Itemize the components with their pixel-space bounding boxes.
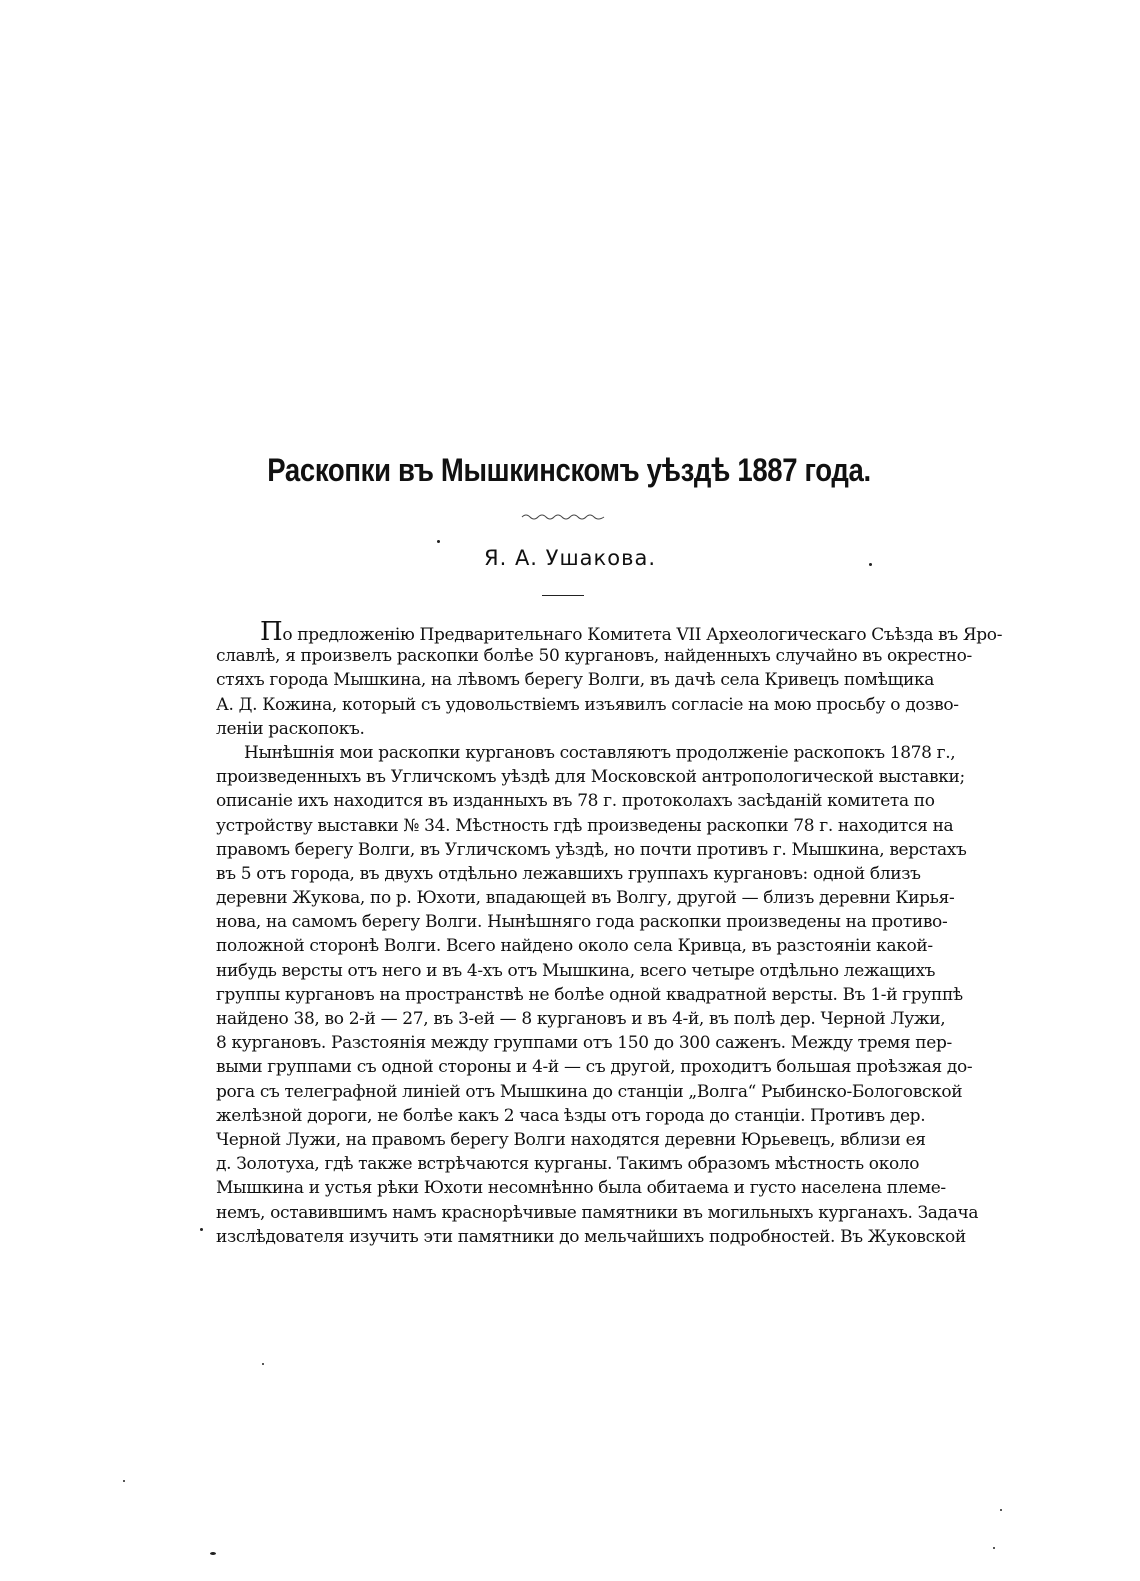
paragraph-2-line-8: нова, на самомъ берегу Волги. Нынѣшняго года раскопки произведены на противо- bbox=[216, 912, 948, 933]
paragraph-2-line-4: устройству выставки № 34. Мѣстность гдѣ произведены раскопки 78 г. находится на bbox=[216, 815, 954, 836]
paragraph-2-line-18: д. Золотуха, гдѣ также встрѣчаются курганы. Такимъ образомъ мѣстность около bbox=[216, 1154, 920, 1175]
paragraph-2-line-9: положной сторонѣ Волги. Всего найдено около села Кривца, въ разстояніи какой- bbox=[216, 936, 933, 957]
drop-cap-letter: П bbox=[260, 617, 283, 647]
separator-rule bbox=[542, 595, 584, 596]
scan-speck bbox=[993, 1547, 995, 1549]
title-ornament bbox=[520, 512, 606, 522]
paragraph-2-line-5: правомъ берегу Волги, въ Угличскомъ уѣздѣ, но почти противъ г. Мышкина, верстахъ bbox=[216, 839, 967, 860]
paragraph-2-line-16: желѣзной дороги, не болѣе какъ 2 часа ѣзды отъ города до станціи. Противъ дер. bbox=[216, 1105, 926, 1126]
scan-speck bbox=[123, 1480, 125, 1482]
paragraph-1-line-4: А. Д. Кожина, который съ удовольствіемъ изъявилъ согласіе на мою просьбу о дозво- bbox=[216, 694, 959, 715]
scan-speck bbox=[262, 1363, 264, 1365]
scan-speck bbox=[210, 1552, 216, 1555]
scan-speck bbox=[1000, 1509, 1002, 1511]
paragraph-2-line-12: найдено 38, во 2-й — 27, въ 3-ей — 8 кургановъ и въ 4-й, въ полѣ дер. Черной Лужи, bbox=[216, 1009, 946, 1029]
scan-speck bbox=[869, 563, 872, 566]
paragraph-2-line-17: Черной Лужи, на правомъ берегу Волги находятся деревни Юрьевецъ, вблизи ея bbox=[216, 1129, 926, 1150]
paragraph-2-line-21: изслѣдователя изучить эти памятники до мельчайшихъ подробностей. Въ Жуковской bbox=[216, 1226, 966, 1247]
paragraph-2-line-7: деревни Жукова, по р. Юхоти, впадающей въ Волгу, другой — близъ деревни Кирья- bbox=[216, 888, 955, 909]
paragraph-2-line-19: Мышкина и устья рѣки Юхоти несомнѣнно была обитаема и густо населена племе- bbox=[216, 1178, 946, 1199]
scan-speck bbox=[200, 1228, 203, 1231]
scan-speck bbox=[437, 540, 440, 543]
paragraph-2-line-20: немъ, оставившимъ намъ краснорѣчивые памятники въ могильныхъ курганахъ. Задача bbox=[216, 1202, 979, 1223]
paragraph-1-line-3: стяхъ города Мышкина, на лѣвомъ берегу Волги, въ дачѣ села Кривецъ помѣщика bbox=[216, 670, 935, 691]
author-name: Я. А. Ушакова. bbox=[484, 546, 656, 570]
paragraph-2-line-10: нибудь версты отъ него и въ 4-хъ отъ Мышкина, всего четыре отдѣльно лежащихъ bbox=[216, 960, 936, 981]
page-title: Раскопки въ Мышкинскомъ уѣздѣ 1887 года. bbox=[267, 452, 871, 488]
paragraph-2-line-1: Нынѣшнія мои раскопки кургановъ составляютъ продолженіе раскопокъ 1878 г., bbox=[244, 742, 956, 763]
body-text bbox=[216, 617, 1003, 1249]
paragraph-2-line-6: въ 5 отъ города, въ двухъ отдѣльно лежавшихъ группахъ кургановъ: одной близъ bbox=[216, 863, 921, 884]
paragraph-2-line-14: выми группами съ одной стороны и 4-й — съ другой, проходитъ большая проѣзжая до- bbox=[216, 1057, 973, 1078]
paragraph-2-line-2: произведенныхъ въ Угличскомъ уѣздѣ для Московской антропологической выставки; bbox=[216, 767, 965, 788]
paragraph-2-line-13: 8 кургановъ. Разстоянія между группами отъ 150 до 300 саженъ. Между тремя пер- bbox=[216, 1033, 952, 1054]
paragraph-1-line-1: По предложенію Предварительнаго Комитета VII Археологическаго Съѣзда въ Яро- bbox=[260, 617, 1003, 647]
paragraph-2-line-11: группы кургановъ на пространствѣ не болѣе одной квадратной версты. Въ 1-й группѣ bbox=[216, 984, 963, 1005]
paragraph-1-line-5: леніи раскопокъ. bbox=[216, 718, 365, 739]
paragraph-2-line-3: описаніе ихъ находится въ изданныхъ въ 78 г. протоколахъ засѣданій комитета по bbox=[216, 791, 935, 812]
paragraph-1-line-2: славлѣ, я произвелъ раскопки болѣе 50 кургановъ, найденныхъ случайно въ окрестно- bbox=[216, 646, 972, 667]
paragraph-2-line-15: рога съ телеграфной линіей отъ Мышкина до станціи „Волга“ Рыбинско-Бологовской bbox=[216, 1081, 963, 1102]
